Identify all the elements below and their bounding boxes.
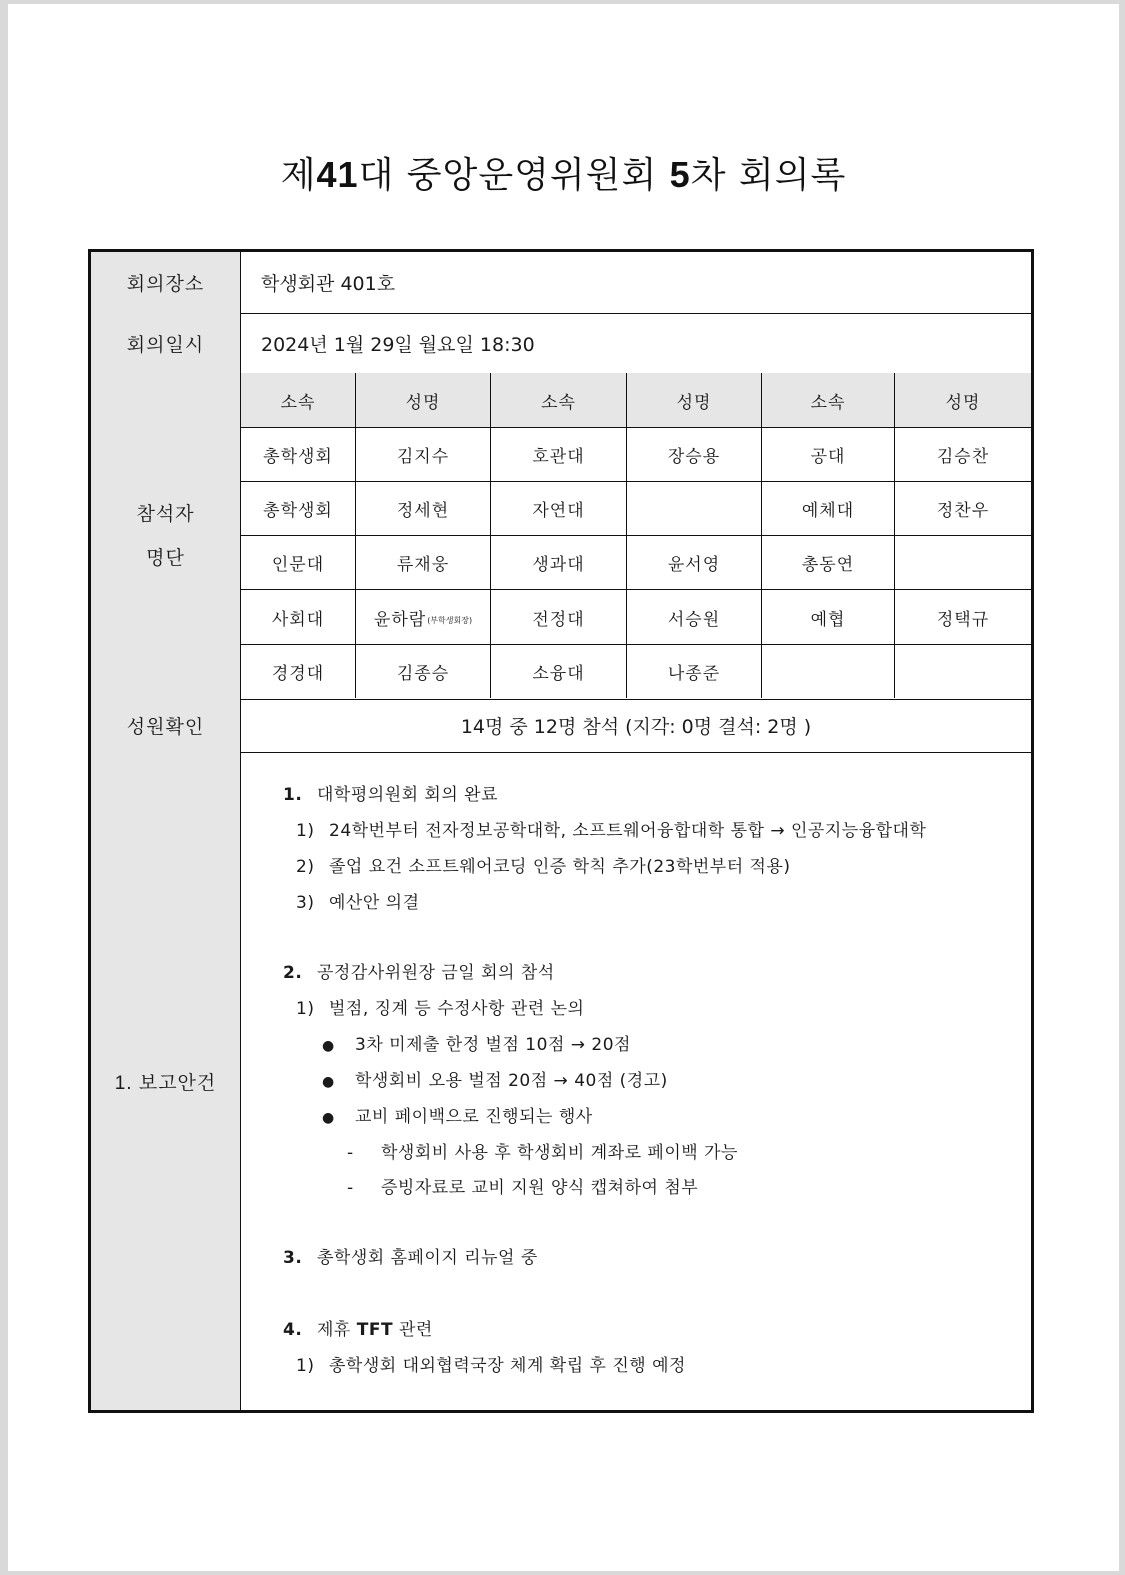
affiliation-text: 전정대: [532, 609, 585, 630]
attendance-header-cell: [627, 373, 762, 428]
affiliation-text: 생과대: [532, 555, 585, 575]
minutes-table: [88, 249, 1034, 1413]
title-meeting-number: 5: [669, 154, 691, 195]
attendance-header-cell: [762, 373, 895, 428]
venue-label: 회의장소: [91, 252, 241, 313]
member-name-text: 김지수: [396, 447, 450, 467]
item-text-post: 관련: [393, 1320, 433, 1340]
member-name-text: 윤서영: [667, 555, 721, 575]
report-item-2: [283, 958, 555, 983]
sub-marker: 3): [296, 893, 315, 913]
affiliation-text: 자연대: [532, 501, 585, 521]
member-name-cell: [895, 428, 1031, 482]
sub-text: 24학번부터 전자정보공학대학, 소프트웨어융합대학 통합 → 인공지능융합대학: [329, 821, 927, 841]
affiliation-cell: [491, 590, 627, 645]
sub-text: 총학생회 대외협력국장 체계 확립 후 진행 예정: [329, 1356, 686, 1376]
member-name-text: 서승원: [667, 609, 721, 630]
report-bullet: [322, 1066, 668, 1091]
item-text: 공정감사위원장 금일 회의 참석: [317, 963, 555, 983]
report-item-1: [283, 780, 498, 805]
datetime-value: 2024년 1월 29일 월요일 18:30: [261, 333, 535, 356]
header-text: 성명: [676, 392, 712, 413]
item-number: 1.: [283, 785, 303, 805]
affiliation-text: 소융대: [532, 664, 585, 684]
member-name-cell: [627, 428, 762, 482]
title-prefix: 제: [280, 155, 317, 196]
member-name-text: 윤하람: [373, 609, 427, 630]
attendance-header-cell: [895, 373, 1031, 428]
affiliation-cell: [762, 590, 895, 645]
member-name-text: 정택규: [936, 609, 990, 630]
affiliation-cell: [241, 536, 356, 590]
dash-text: 학생회비 사용 후 학생회비 계좌로 페이백 가능: [381, 1143, 738, 1163]
affiliation-text: 경경대: [271, 664, 325, 684]
member-name-text: 정세현: [396, 501, 450, 521]
member-name-cell: [356, 590, 491, 645]
item-text-pre: 제휴: [317, 1320, 357, 1340]
affiliation-text: 총동연: [801, 555, 855, 575]
affiliation-cell: [762, 645, 895, 698]
sub-marker: 2): [296, 857, 315, 877]
affiliation-cell: [491, 536, 627, 590]
affiliation-cell: [491, 428, 627, 482]
report-subitem: [296, 1351, 686, 1376]
affiliation-cell: [762, 482, 895, 536]
dash-text: 증빙자료로 교비 지원 양식 캡쳐하여 첨부: [381, 1178, 699, 1198]
item-text-bold: TFT: [356, 1320, 394, 1340]
affiliation-cell: [491, 645, 627, 698]
affiliation-text: 인문대: [271, 555, 325, 575]
item-text: 대학평의원회 회의 완료: [317, 785, 499, 805]
header-text: 성명: [405, 392, 441, 413]
affiliation-cell: [241, 428, 356, 482]
report-subitem: [296, 816, 926, 841]
member-name-text: 나종준: [667, 664, 721, 684]
bullet-text: 3차 미제출 한정 벌점 10점 → 20점: [355, 1035, 631, 1055]
attendance-label: [91, 373, 241, 699]
report-item-4: [283, 1315, 433, 1340]
header-text: 소속: [280, 392, 316, 413]
affiliation-cell: [241, 590, 356, 645]
member-name-cell: [627, 536, 762, 590]
affiliation-cell: [241, 482, 356, 536]
sub-text: 벌점, 징계 등 수정사항 관련 논의: [329, 999, 585, 1019]
bullet-icon: ●: [322, 1110, 335, 1126]
document-page: [8, 4, 1119, 1571]
report-bullet: [322, 1102, 593, 1127]
report-label: 1. 보고안건: [91, 752, 241, 1410]
item-number: 3.: [283, 1248, 303, 1268]
header-text: 성명: [945, 392, 981, 413]
affiliation-text: 총학생회: [263, 447, 333, 467]
member-name-cell: [627, 645, 762, 698]
sub-text: 예산안 의결: [329, 893, 420, 913]
attendance-header-cell: [491, 373, 627, 428]
affiliation-text: 예협: [810, 609, 846, 630]
affiliation-cell: [241, 645, 356, 698]
report-subitem: [296, 852, 791, 877]
report-subitem: [296, 888, 420, 913]
quorum-row: [91, 699, 1031, 753]
member-name-cell: [895, 645, 1031, 698]
member-name-text: 정찬우: [936, 501, 990, 521]
bullet-text: 교비 페이백으로 진행되는 행사: [355, 1107, 593, 1127]
member-name-cell: [356, 645, 491, 698]
quorum-label: 성원확인: [91, 699, 241, 752]
report-bullet: [322, 1030, 631, 1055]
dash-marker: -: [347, 1143, 354, 1163]
report-item-3: [283, 1243, 538, 1268]
header-text: 소속: [541, 392, 576, 413]
attendance-label-line1: 참석자: [136, 503, 195, 525]
affiliation-text: 호관대: [532, 447, 585, 467]
affiliation-cell: [762, 536, 895, 590]
affiliation-text: 예체대: [801, 501, 855, 521]
member-name-text: 김승찬: [936, 447, 990, 467]
name-note: (부학생회장): [427, 615, 473, 625]
report-body: [241, 752, 1031, 1410]
dash-marker: -: [347, 1178, 354, 1198]
member-name-cell: [627, 482, 762, 536]
attendance-grid: [241, 373, 1031, 698]
affiliation-cell: [491, 482, 627, 536]
report-row: [91, 752, 1031, 1410]
sub-marker: 1): [296, 999, 315, 1019]
member-name-text: 장승용: [667, 447, 721, 467]
sub-marker: 1): [296, 1356, 315, 1376]
header-text: 소속: [810, 392, 846, 413]
item-text: 총학생회 홈페이지 리뉴얼 중: [317, 1248, 538, 1268]
title-suffix: 차 회의록: [690, 155, 847, 196]
attendance-header-cell: [241, 373, 356, 428]
report-dash-item: [347, 1173, 698, 1198]
member-name-cell: [356, 428, 491, 482]
affiliation-text: 사회대: [271, 609, 325, 630]
bullet-icon: ●: [322, 1074, 335, 1090]
item-number: 4.: [283, 1320, 303, 1340]
member-name-cell: [356, 482, 491, 536]
report-subitem: [296, 994, 584, 1019]
attendance-header-cell: [356, 373, 491, 428]
title-middle: 대 중앙운영위원회: [358, 155, 670, 196]
affiliation-text: 공대: [810, 447, 846, 467]
datetime-label: 회의일시: [91, 313, 241, 373]
member-name-cell: [627, 590, 762, 645]
sub-text: 졸업 요건 소프트웨어코딩 인증 학칙 추가(23학번부터 적용): [329, 857, 791, 877]
member-name-cell: [895, 590, 1031, 645]
report-dash-item: [347, 1138, 738, 1163]
quorum-value: 14명 중 12명 참석 (지각: 0명 결석: 2명 ): [460, 716, 812, 738]
affiliation-cell: [762, 428, 895, 482]
affiliation-text: 총학생회: [263, 501, 333, 521]
document-title: [8, 147, 1119, 198]
member-name-cell: [356, 536, 491, 590]
sub-marker: 1): [296, 821, 315, 841]
venue-row: [91, 252, 1031, 314]
member-name-text: 류재웅: [396, 555, 450, 575]
attendance-label-line2: 명단: [146, 547, 185, 569]
bullet-text: 학생회비 오용 벌점 20점 → 40점 (경고): [355, 1071, 668, 1091]
bullet-icon: ●: [322, 1038, 335, 1054]
attendance-row: [91, 373, 1031, 700]
title-term-number: 41: [316, 154, 359, 195]
datetime-row: [91, 313, 1031, 374]
venue-value: 학생회관 401호: [261, 273, 396, 295]
member-name-text: 김종승: [396, 664, 450, 684]
member-name-cell: [895, 482, 1031, 536]
item-number: 2.: [283, 963, 303, 983]
member-name-cell: [895, 536, 1031, 590]
